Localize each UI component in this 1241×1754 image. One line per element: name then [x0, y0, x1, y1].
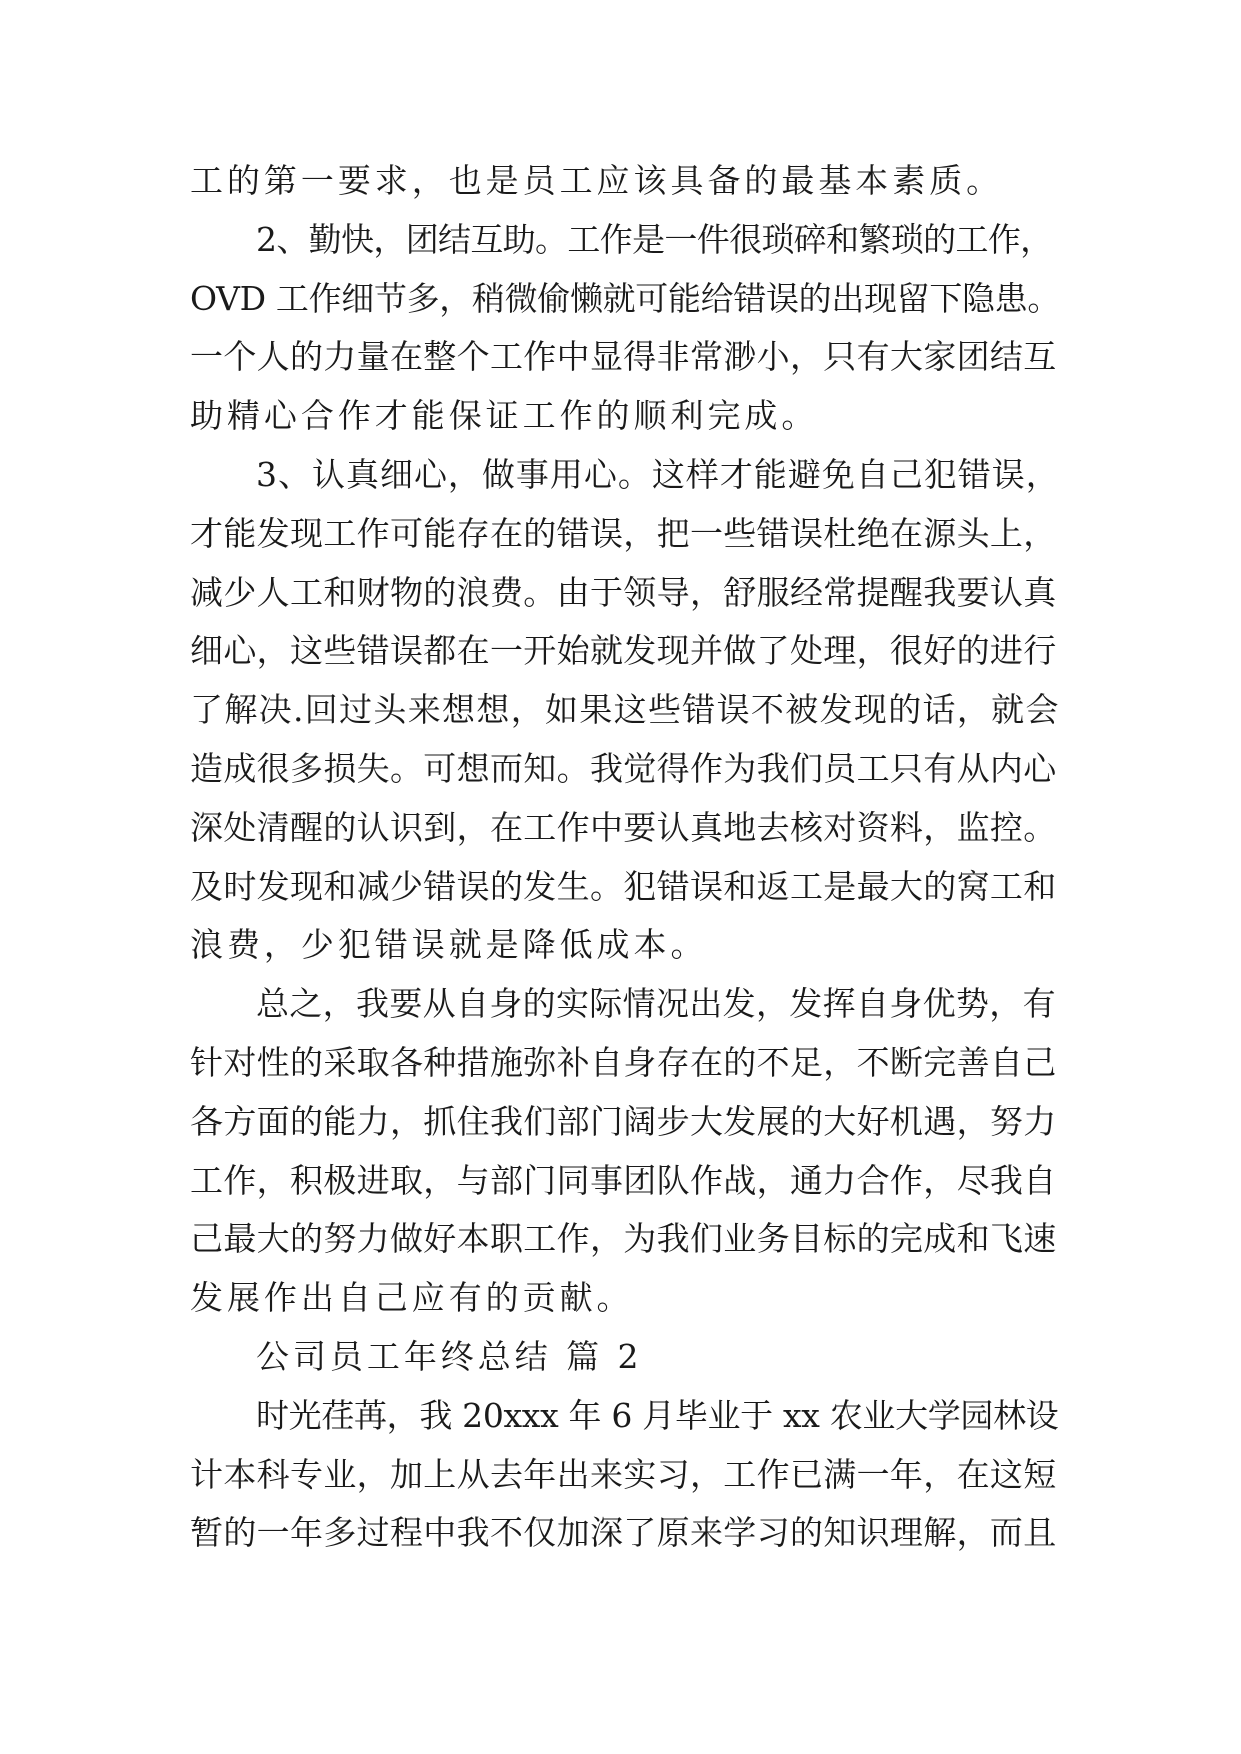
- text-line: 3、认真细心，做事用心。这样才能避免自己犯错误，: [256, 454, 1060, 494]
- text-line: 总之，我要从自身的实际情况出发，发挥自身优势，有: [256, 984, 1056, 1024]
- text-line: 时光荏苒，我 20xxx 年 6 月毕业于 xx 农业大学园林设: [256, 1395, 1059, 1435]
- text-line: 及时发现和减少错误的发生。犯错误和返工是最大的窝工和: [190, 866, 1057, 906]
- text-line: 工作，积极进取，与部门同事团队作战，通力合作，尽我自: [190, 1160, 1057, 1200]
- text-line: 2、勤快，团结互助。工作是一件很琐碎和繁琐的工作，: [256, 219, 1053, 259]
- text-line: 了解决.回过头来想想，如果这些错误不被发现的话，就会: [190, 690, 1060, 730]
- text-line: 针对性的采取各种措施弥补自身存在的不足，不断完善自己: [190, 1042, 1057, 1082]
- text-line: 造成很多损失。可想而知。我觉得作为我们员工只有从内心: [190, 748, 1057, 788]
- text-line: 工的第一要求，也是员工应该具备的最基本素质。: [190, 161, 1004, 200]
- text-line: 深处清醒的认识到，在工作中要认真地去核对资料，监控。: [190, 807, 1057, 847]
- text-line: OVD 工作细节多，稍微偷懒就可能给错误的出现留下隐患。: [190, 278, 1061, 318]
- text-line: 细心，这些错误都在一开始就发现并做了处理，很好的进行: [190, 631, 1057, 671]
- text-line: 发展作出自己应有的贡献。: [190, 1278, 634, 1318]
- text-line: 助精心合作才能保证工作的顺利完成。: [190, 396, 819, 436]
- section-heading: 公司员工年终总结 篇 2: [256, 1336, 643, 1376]
- text-line: 各方面的能力，抓住我们部门阔步大发展的大好机遇，努力: [190, 1101, 1057, 1141]
- text-line: 减少人工和财物的浪费。由于领导，舒服经常提醒我要认真: [190, 572, 1057, 612]
- text-line: 己最大的努力做好本职工作，为我们业务目标的完成和飞速: [190, 1219, 1057, 1259]
- text-line: 计本科专业，加上从去年出来实习，工作已满一年，在这短: [190, 1454, 1057, 1494]
- text-line: 浪费，少犯错误就是降低成本。: [190, 925, 708, 965]
- text-line: 才能发现工作可能存在的错误，把一些错误杜绝在源头上，: [190, 513, 1057, 553]
- body-text: [190, 152, 1060, 1563]
- text-line: 一个人的力量在整个工作中显得非常渺小，只有大家团结互: [190, 337, 1057, 377]
- text-line: 暂的一年多过程中我不仅加深了原来学习的知识理解，而且: [190, 1513, 1057, 1553]
